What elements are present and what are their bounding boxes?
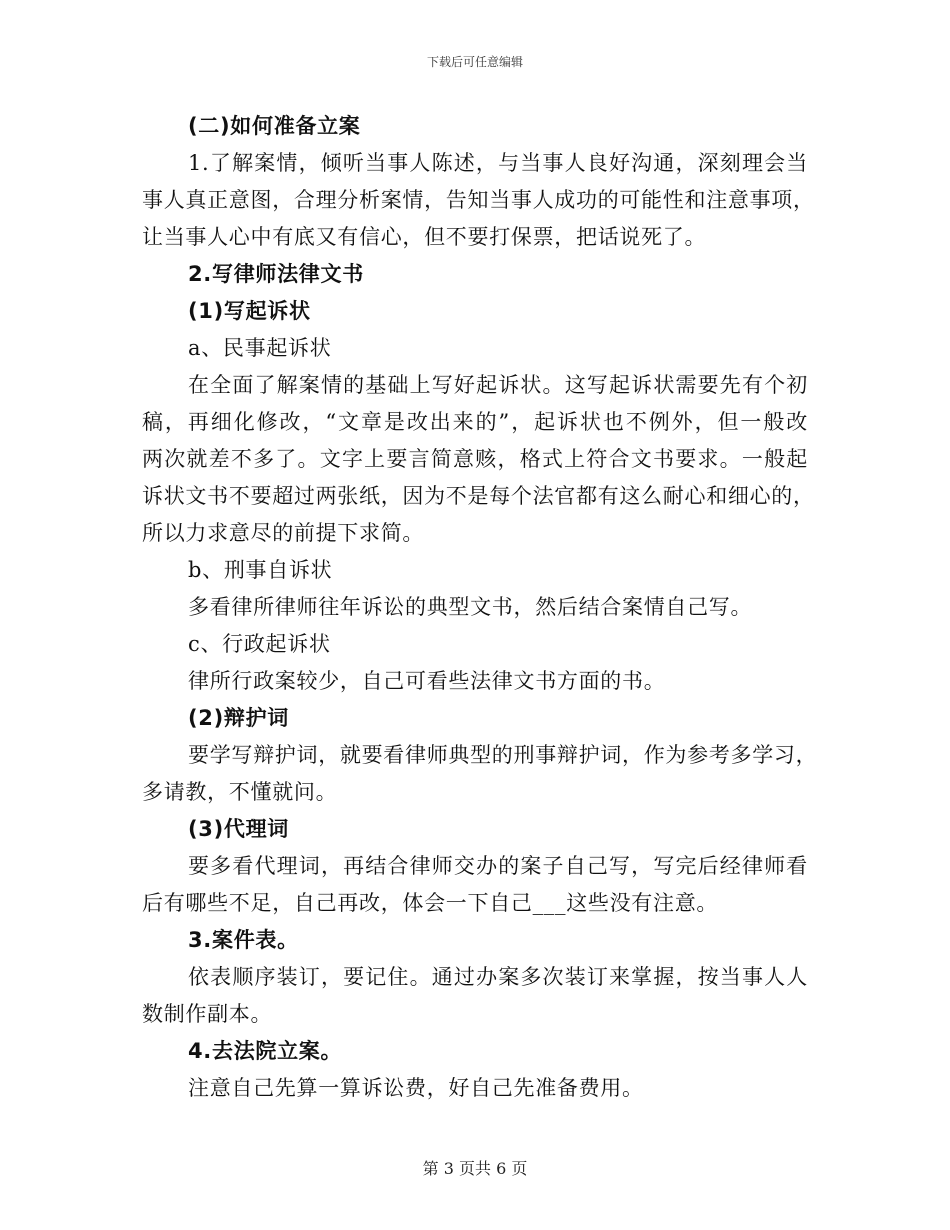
body-text-line: 两次就差不多了。文字上要言简意赅，格式上符合文书要求。一般起 [142, 447, 808, 471]
body-text-line: 稿，再细化修改，“文章是改出来的”，起诉状也不例外，但一般改 [142, 410, 808, 434]
body-text-line: c、行政起诉状 [188, 632, 331, 656]
body-text-line: 要多看代理词，再结合律师交办的案子自己写，写完后经律师看 [188, 854, 808, 878]
body-text-line: 多请教，不懂就问。 [142, 780, 338, 804]
body-text-line: 要学写辩护词，就要看律师典型的刑事辩护词，作为参考多学习， [188, 743, 818, 767]
body-text-line: b、刑事自诉状 [188, 558, 333, 582]
body-text-line: a、民事起诉状 [188, 336, 332, 360]
body-text-line: 诉状文书不要超过两张纸，因为不是每个法官都有这么耐心和细心的， [142, 484, 815, 508]
page-header: 下载后可任意编辑 [426, 55, 523, 69]
body-text-line: 多看律所律师往年诉讼的典型文书，然后结合案情自己写。 [188, 595, 753, 619]
document-body [142, 108, 818, 1107]
section-heading: 4.去法院立案。 [188, 1039, 343, 1063]
body-text-line: 数制作副本。 [142, 1002, 273, 1026]
body-text-line: 让当事人心中有底又有信心，但不要打保票，把话说死了。 [142, 225, 707, 249]
body-text-line: 在全面了解案情的基础上写好起诉状。这写起诉状需要先有个初 [188, 373, 808, 397]
body-text-line: 后有哪些不足，自己再改，体会一下自己___这些没有注意。 [142, 891, 719, 915]
body-text-line: 律所行政案较少，自己可看些法律文书方面的书。 [188, 669, 666, 693]
body-text-line: 所以力求意尽的前提下求简。 [142, 521, 425, 545]
section-heading: (3)代理词 [188, 817, 290, 841]
page-footer: 第 3 页共 6 页 [422, 1159, 528, 1178]
section-heading: (2)辩护词 [188, 706, 290, 730]
body-text-line: 1.了解案情，倾听当事人陈述，与当事人良好沟通，深刻理会当 [188, 151, 808, 175]
section-heading: 3.案件表。 [188, 928, 299, 952]
body-text-line: 依表顺序装订，要记住。通过办案多次装订来掌握，按当事人人 [188, 965, 808, 989]
body-text-line: 注意自己先算一算诉讼费，好自己先准备费用。 [188, 1076, 644, 1100]
section-heading: 2.写律师法律文书 [188, 262, 364, 286]
section-heading: (二)如何准备立案 [188, 114, 361, 138]
section-heading: (1)写起诉状 [188, 299, 311, 323]
body-text-line: 事人真正意图，合理分析案情，告知当事人成功的可能性和注意事项， [142, 188, 815, 212]
